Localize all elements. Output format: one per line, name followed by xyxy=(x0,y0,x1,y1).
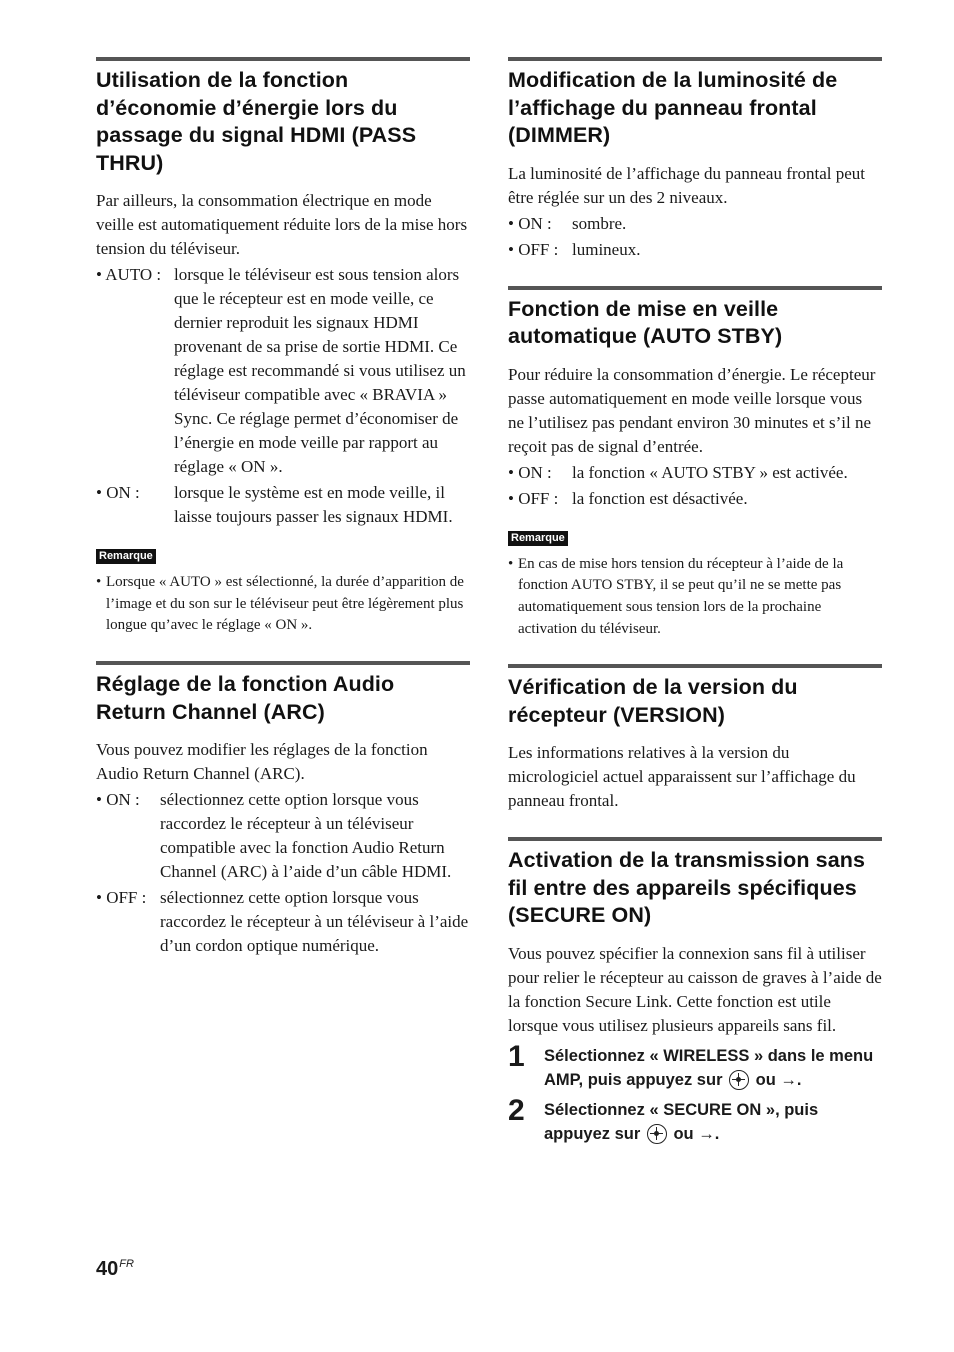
heading-dimmer: Modification de la luminosité de l’affichage du panneau frontal (DIMMER) xyxy=(508,68,838,147)
option-label: • OFF : xyxy=(508,239,559,259)
option-text: lorsque le téléviseur est sous tension alors que le récepteur est en mode veille, ce dernier reproduit les signaux HDMI provenant de sa prise de sortie HDMI. Ce réglage est recommandé si vous utilisez un téléviseur compatible avec « BRAVIA » Sync. Ce réglage permet d’économiser de l’énergie en mode veille par rapport au réglage « ON ». xyxy=(174,265,466,476)
option-text: sombre. xyxy=(572,213,627,233)
section-dimmer xyxy=(508,57,882,262)
intro-arc: Vous pouvez modifier les réglages de la fonction Audio Return Channel (ARC). xyxy=(96,740,428,784)
option-text: la fonction est désactivée. xyxy=(572,488,748,508)
option-auto xyxy=(96,263,470,479)
intro-auto-stby: Pour réduire la consommation d’énergie. Le récepteur passe automatiquement en mode veille lorsque vous ne l’utilisez pas pendant environ 30 minutes et s’il ne reçoit pas de signal d’entrée. xyxy=(508,364,876,456)
step-2 xyxy=(508,1093,882,1146)
intro-dimmer: La luminosité de l’affichage du panneau frontal peut être réglée sur un des 2 niveaux. xyxy=(508,163,866,207)
step-text-a: Sélectionnez « SECURE ON », puis appuyez sur xyxy=(544,1100,819,1143)
step-text-end: . xyxy=(796,1070,802,1089)
left-column xyxy=(96,57,470,960)
option-on xyxy=(96,788,470,884)
bullet-icon: • xyxy=(96,574,102,590)
step-text-a: Sélectionnez « WIRELESS » dans le menu AMP, puis appuyez sur xyxy=(544,1046,874,1089)
section-pass-thru xyxy=(96,57,470,637)
page-language-suffix: FR xyxy=(119,1258,134,1270)
page-number-value: 40 xyxy=(96,1258,119,1280)
intro-secure-on: Vous pouvez spécifier la connexion sans fil à utiliser pour relier le récepteur au caisson de graves à l’aide de la fonction Secure Link. Cette fonction est utile lorsque vous utilisez plusieurs appareils sans fil. xyxy=(508,943,882,1035)
option-label: • ON : xyxy=(508,462,552,482)
section-arc xyxy=(96,661,470,958)
step-text-b: ou xyxy=(751,1070,781,1089)
step-text xyxy=(544,1042,882,1092)
remarque-badge: Remarque xyxy=(96,549,156,564)
step-number: 1 xyxy=(508,1039,525,1073)
step-text xyxy=(544,1096,882,1146)
step-text-end: . xyxy=(714,1124,720,1143)
option-on xyxy=(508,461,882,485)
option-text: lumineux. xyxy=(572,239,641,259)
option-off xyxy=(96,886,470,958)
intro-pass-thru: Par ailleurs, la consommation électrique en mode veille est automatiquement réduite lors de la mise hors tension du téléviseur. xyxy=(96,191,468,258)
right-arrow-icon: → xyxy=(698,1124,715,1143)
option-label: • ON : xyxy=(508,213,552,233)
option-label: • ON : xyxy=(96,483,140,502)
option-text: lorsque le système est en mode veille, il laisse toujours passer les signaux HDMI. xyxy=(174,483,453,526)
note-pass-thru xyxy=(96,572,470,637)
enter-button-icon xyxy=(729,1070,749,1090)
section-version xyxy=(508,664,882,813)
step-1 xyxy=(508,1039,882,1092)
option-on xyxy=(508,212,882,236)
option-label: • ON : xyxy=(96,790,140,810)
heading-pass-thru: Utilisation de la fonction d’économie d’énergie lors du passage du signal HDMI (PASS THRU) xyxy=(96,68,417,175)
note-text: Lorsque « AUTO » est sélectionné, la durée d’apparition de l’image et du son sur le téléviseur peut être légèrement plus longue qu’avec le réglage « ON ». xyxy=(106,574,464,634)
option-label: • OFF : xyxy=(508,488,559,508)
intro-version: Les informations relatives à la version du micrologiciel actuel apparaissent sur l’affichage du panneau frontal. xyxy=(508,743,856,811)
step-number: 2 xyxy=(508,1093,525,1127)
section-secure-on xyxy=(508,837,882,1146)
option-on xyxy=(96,481,470,529)
option-text: la fonction « AUTO STBY » est activée. xyxy=(572,462,848,482)
bullet-icon: • xyxy=(508,555,514,572)
enter-button-icon xyxy=(647,1124,667,1144)
heading-arc: Réglage de la fonction Audio Return Channel (ARC) xyxy=(96,672,395,724)
heading-secure-on: Activation de la transmission sans fil entre des appareils spécifiques (SECURE ON) xyxy=(508,848,866,928)
option-text: sélectionnez cette option lorsque vous raccordez le récepteur à un téléviseur à l’aide d’un cordon optique numérique. xyxy=(160,888,469,956)
note-text: En cas de mise hors tension du récepteur à l’aide de la fonction AUTO STBY, il se peut qu’il ne se mette pas automatiquement sous tension lors de la prochaine activation du téléviseur. xyxy=(518,555,844,637)
page-number xyxy=(96,1258,134,1281)
option-label: • AUTO : xyxy=(96,265,162,284)
option-off xyxy=(508,487,882,511)
heading-version: Vérification de la version du récepteur (VERSION) xyxy=(508,675,798,727)
section-auto-stby xyxy=(508,286,882,641)
option-label: • OFF : xyxy=(96,888,147,908)
heading-auto-stby: Fonction de mise en veille automatique (AUTO STBY) xyxy=(508,296,783,348)
right-column xyxy=(508,57,882,1146)
option-off xyxy=(508,238,882,262)
option-text: sélectionnez cette option lorsque vous raccordez le récepteur à un téléviseur compatible avec la fonction Audio Return Channel (ARC) à l’aide d’un câble HDMI. xyxy=(160,790,452,882)
remarque-badge: Remarque xyxy=(508,531,568,546)
note-auto-stby xyxy=(508,554,882,641)
step-text-b: ou xyxy=(668,1124,699,1143)
right-arrow-icon: → xyxy=(780,1070,797,1089)
